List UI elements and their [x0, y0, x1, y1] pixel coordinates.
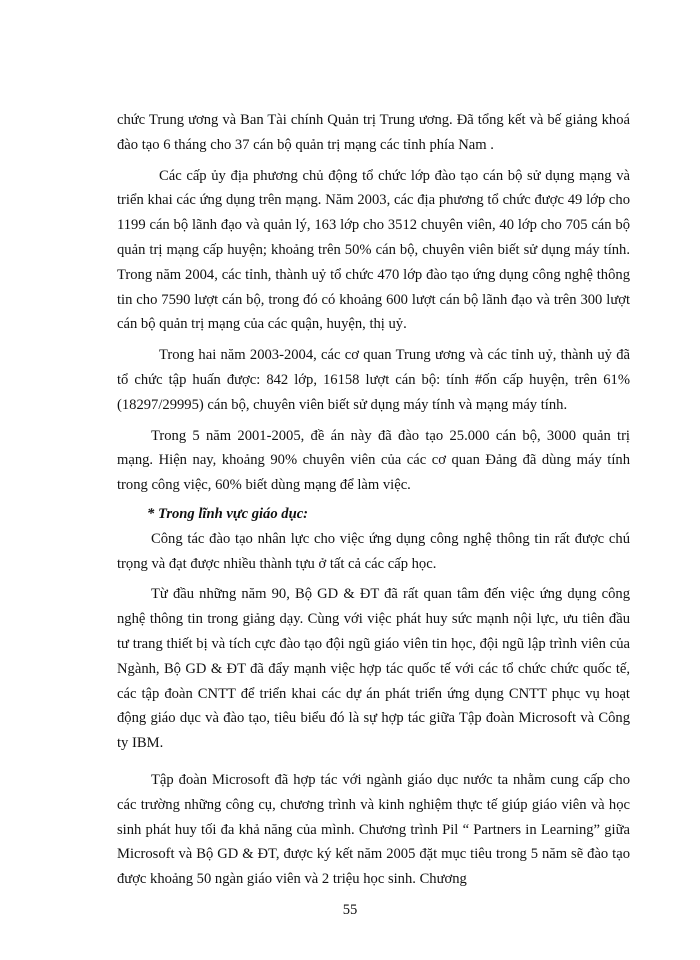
paragraph-moet-it-cooperation: Từ đầu những năm 90, Bộ GD & ĐT đã rất quan tâm đến việc ứng dụng công nghệ thông tin trong giảng dạy. Cùng với việc phát huy sức mạnh nội lực, ưu tiên đầu tư trang thiết bị và tích cực đào tạo đội ngũ giáo viên tin học, đội ngũ lập trình viên của Ngành, Bộ GD & ĐT đã đẩy mạnh việc hợp tác quốc tế với các tổ chức chức quốc tế, các tập đoàn CNTT để triển khai các dự án phát triển ứng dụng CNTT phục vụ hoạt động giáo dục và đào tạo, tiêu biểu đó là sự hợp tác giữa Tập đoàn Microsoft và Công ty IBM. — [117, 586, 630, 752]
paragraph-2001-2005-results: Trong 5 năm 2001-2005, đề án này đã đào tạo 25.000 cán bộ, 3000 quản trị mạng. Hiện nay, khoảng 90% chuyên viên của các cơ quan Đảng đã dùng máy tính trong công việc, 60% biết dùng mạng để làm việc. — [117, 427, 630, 494]
paragraph-local-party-training: Các cấp ủy địa phương chủ động tổ chức lớp đào tạo cán bộ sử dụng mạng và triển khai các ứng dụng trên mạng. Năm 2003, các địa phương tổ chức được 49 lớp cho 1199 cán bộ lãnh đạo và quản lý, 163 lớp cho 3512 chuyên viên, 40 lớp cho 705 cán bộ quản trị mạng cấp huyện; khoảng trên 50% cán bộ, chuyên viên biết sử dụng máy tính. Trong năm 2004, các tỉnh, thành uỷ tổ chức 470 lớp đào tạo ứng dụng công nghệ thông tin cho 7590 lượt cán bộ, trong đó có khoảng 600 lượt cán bộ lãnh đạo và trên 300 lượt cán bộ quản trị mạng của các quận, huyện, thị uỷ. — [117, 167, 630, 333]
section-heading-education: * Trong lĩnh vực giáo dục: — [147, 505, 309, 522]
paragraph-education-training: Công tác đào tạo nhân lực cho việc ứng dụng công nghệ thông tin rất được chú trọng và đạt được nhiều thành tựu ở tất cả các cấp học. — [117, 530, 630, 572]
paragraph-microsoft-cooperation: Tập đoàn Microsoft đã hợp tác với ngành giáo dục nước ta nhằm cung cấp cho các trường những công cụ, chương trình và kinh nghiệm thực tế giúp giáo viên và học sinh phát huy tối đa khả năng của mình. Chương trình Pil “ Partners in Learning” giữa Microsoft và Bộ GD & ĐT, được ký kết năm 2005 đặt mục tiêu trong 5 năm sẽ đào tạo được khoảng 50 ngàn giáo viên và 2 triệu học sinh. Chương — [117, 771, 630, 888]
paragraph-continuation: chức Trung ương và Ban Tài chính Quản trị Trung ương. Đã tổng kết và bế giảng khoá đào tạo 6 tháng cho 37 cán bộ quản trị mạng các tỉnh phía Nam . — [117, 112, 630, 153]
paragraph-2003-2004-training: Trong hai năm 2003-2004, các cơ quan Trung ương và các tỉnh uỷ, thành uỷ đã tổ chức tập huấn được: 842 lớp, 16158 lượt cán bộ: tính #ốn cấp huyện, trên 61% (18297/29995) cán bộ, chuyên viên biết sử dụng máy tính và mạng máy tính. — [117, 347, 630, 413]
page-number: 55 — [342, 902, 358, 918]
document-body — [117, 108, 630, 892]
